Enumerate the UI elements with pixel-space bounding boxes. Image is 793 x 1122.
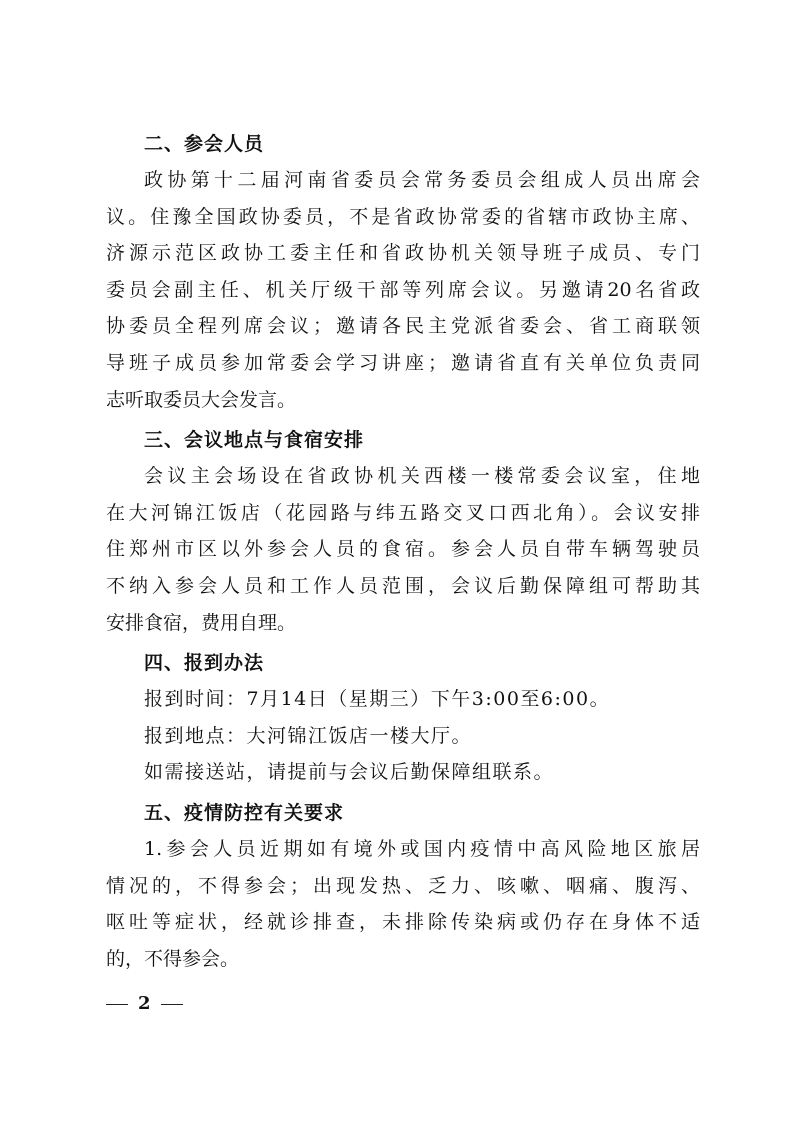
paragraph-line: 报到地点：大河锦江饭店一楼大厅。	[144, 724, 473, 747]
footer-dash-left	[106, 1004, 128, 1005]
paragraph-line: 呕吐等症状，经就诊排查，未排除传染病或仍存在身体不适	[106, 911, 700, 934]
paragraph-line: 会议主会场设在省政协机关西楼一楼常委会议室，住地	[144, 465, 700, 488]
footer-dash-right	[161, 1004, 183, 1005]
paragraph-line: 如需接送站，请提前与会议后勤保障组联系。	[144, 761, 555, 784]
section-heading: 三、会议地点与食宿安排	[144, 429, 365, 452]
paragraph-line: 住郑州市区以外参会人员的食宿。参会人员自带车辆驾驶员	[106, 538, 700, 561]
paragraph-line: 委员会副主任、机关厅级干部等列席会议。另邀请20名省政	[106, 278, 700, 301]
paragraph-line: 在大河锦江饭店（花园路与纬五路交叉口西北角）。会议安排	[106, 501, 700, 524]
section-paragraph	[106, 754, 700, 791]
paragraph-line: 济源示范区政协工委主任和省政协机关领导班子成员、专门	[106, 242, 700, 265]
section-heading: 四、报到办法	[144, 652, 265, 675]
paragraph-line: 安排食宿，费用自理。	[106, 611, 297, 634]
section-paragraph	[106, 831, 700, 977]
paragraph-line: 报到时间：7月14日（星期三）下午3:00至6:00。	[144, 688, 611, 711]
section-paragraph	[106, 718, 700, 755]
section-paragraph	[106, 162, 700, 418]
section-paragraph	[106, 681, 700, 718]
paragraph-line: 政协第十二届河南省委员会常务委员会组成人员出席会	[144, 169, 700, 191]
section-heading: 二、参会人员	[144, 133, 265, 155]
paragraph-line: 不纳入参会人员和工作人员范围，会议后勤保障组可帮助其	[106, 574, 700, 597]
paragraph-line: 导班子成员参加常委会学习讲座；邀请省直有关单位负责同	[106, 351, 700, 374]
paragraph-line: 1.参会人员近期如有境外或国内疫情中高风险地区旅居	[144, 837, 700, 860]
paragraph-line: 协委员全程列席会议；邀请各民主党派省委会、省工商联领	[106, 315, 700, 338]
section-paragraph	[106, 458, 700, 641]
page-number: 2	[138, 993, 151, 1014]
paragraph-line: 议。住豫全国政协委员，不是省政协常委的省辖市政协主席、	[106, 205, 700, 228]
paragraph-line: 的，不得参会。	[106, 947, 240, 970]
section-heading: 五、疫情防控有关要求	[144, 801, 345, 824]
document-body	[106, 126, 700, 977]
page-footer	[106, 992, 183, 1016]
paragraph-line: 志听取委员大会发言。	[106, 388, 297, 411]
paragraph-line: 情况的，不得参会；出现发热、乏力、咳嗽、咽痛、腹泻、	[106, 874, 700, 897]
